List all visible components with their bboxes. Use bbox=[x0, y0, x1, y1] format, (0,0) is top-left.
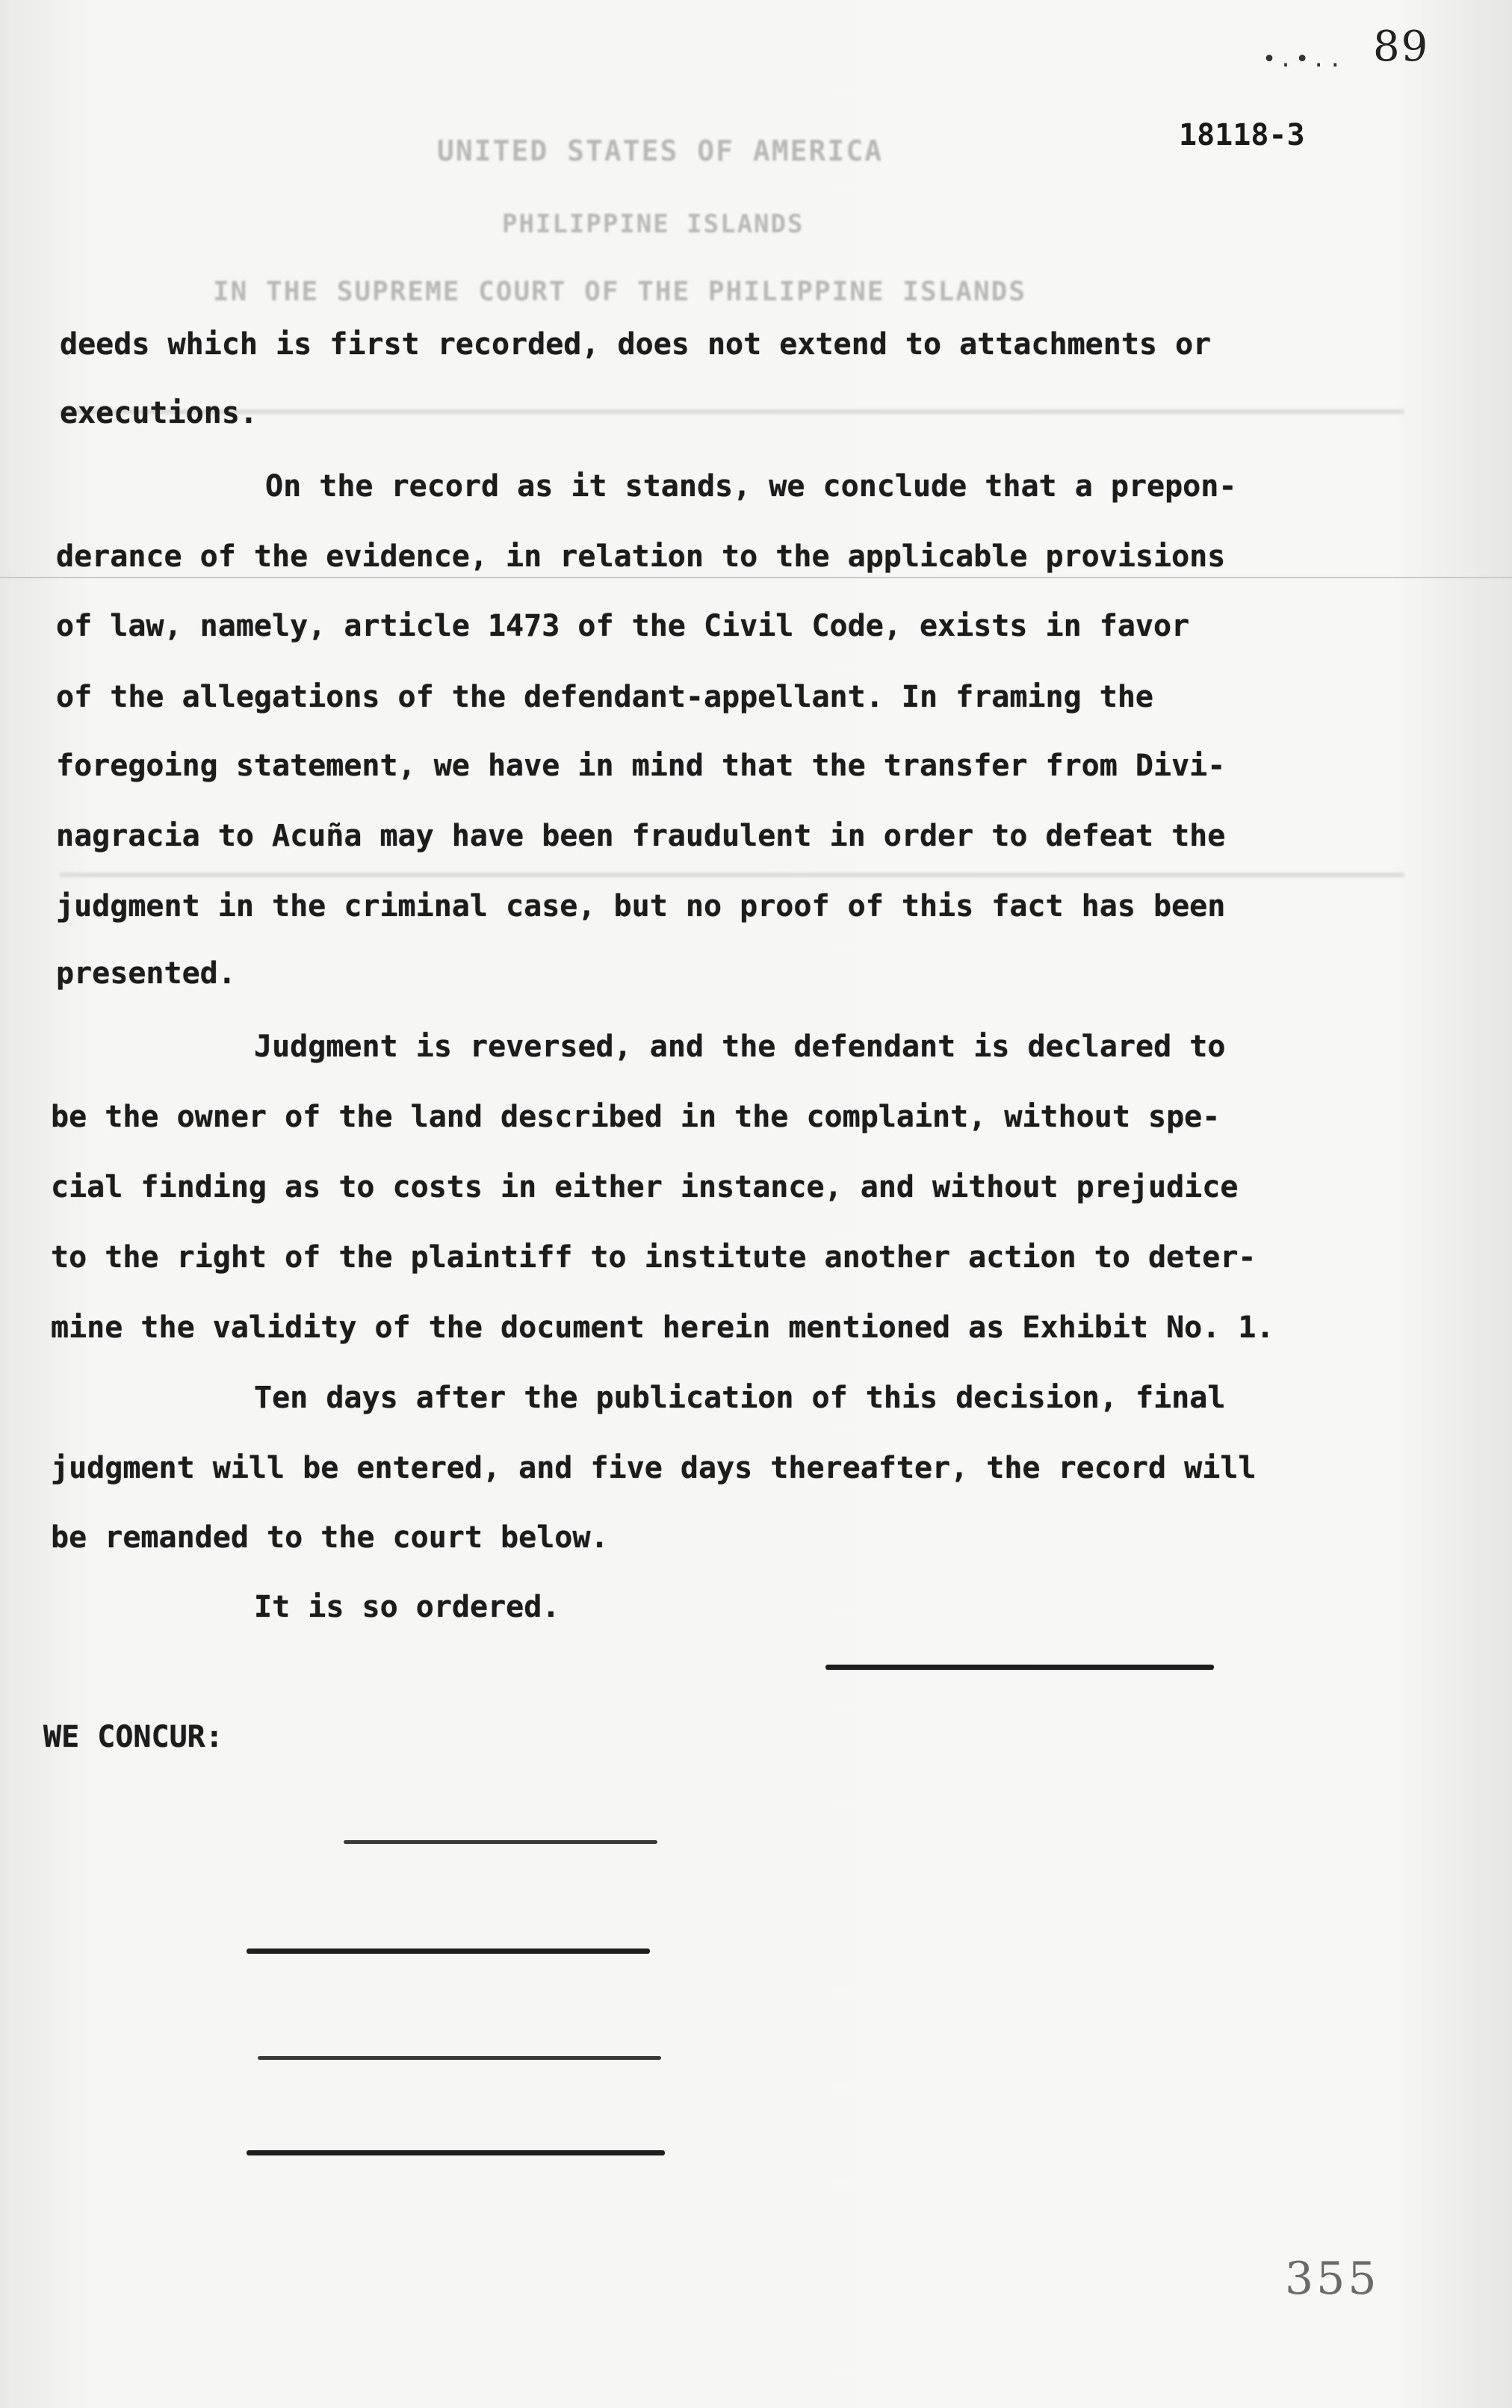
document-number: 18118-3 bbox=[1179, 118, 1305, 152]
ghost-impression bbox=[60, 409, 1404, 414]
body-line: On the record as it stands, we conclude that a prepon- bbox=[265, 469, 1237, 504]
body-line: executions. bbox=[60, 396, 258, 430]
body-line: of law, namely, article 1473 of the Civil Code, exists in favor bbox=[56, 609, 1190, 643]
body-line: It is so ordered. bbox=[254, 1590, 560, 1624]
signature-line bbox=[247, 1949, 650, 1954]
page-mark: •.•.. bbox=[1262, 46, 1345, 72]
signature-line bbox=[344, 1840, 657, 1844]
body-line: foregoing statement, we have in mind that the transfer from Divi- bbox=[56, 749, 1226, 783]
bleed-through-line: IN THE SUPREME COURT OF THE PHILIPPINE ISLANDS bbox=[213, 276, 1026, 307]
bleed-through-line: PHILIPPINE ISLANDS bbox=[502, 209, 805, 239]
body-line: nagracia to Acuña may have been fraudulent in order to defeat the bbox=[56, 819, 1226, 853]
body-line: of the allegations of the defendant-appellant. In framing the bbox=[56, 680, 1154, 714]
page-crease bbox=[0, 577, 1512, 578]
body-line: presented. bbox=[56, 956, 236, 991]
signature-line bbox=[258, 2056, 661, 2060]
body-line: judgment will be entered, and five days thereafter, the record will bbox=[51, 1451, 1257, 1485]
body-line: Ten days after the publication of this decision, final bbox=[254, 1381, 1226, 1415]
signature-line bbox=[247, 2150, 665, 2155]
body-line: be the owner of the land described in the complaint, without spe- bbox=[51, 1100, 1221, 1134]
body-line: derance of the evidence, in relation to the applicable provisions bbox=[56, 539, 1226, 574]
body-line: mine the validity of the document herein mentioned as Exhibit No. 1. bbox=[51, 1310, 1274, 1345]
body-line: judgment in the criminal case, but no proof of this fact has been bbox=[56, 889, 1226, 923]
body-line: Judgment is reversed, and the defendant is declared to bbox=[254, 1030, 1226, 1064]
ghost-impression bbox=[60, 873, 1404, 877]
signature-line bbox=[825, 1665, 1214, 1670]
page-number: 89 bbox=[1373, 22, 1430, 71]
bleed-through-line: UNITED STATES OF AMERICA bbox=[437, 134, 884, 167]
body-line: to the right of the plaintiff to institute another action to deter- bbox=[51, 1240, 1257, 1275]
body-line: be remanded to the court below. bbox=[51, 1520, 609, 1555]
body-line: cial finding as to costs in either instance, and without prejudice bbox=[51, 1170, 1239, 1204]
body-line: deeds which is first recorded, does not extend to attachments or bbox=[60, 327, 1212, 362]
concur-label: WE CONCUR: bbox=[43, 1720, 223, 1754]
page-stamp: 355 bbox=[1285, 2253, 1380, 2305]
